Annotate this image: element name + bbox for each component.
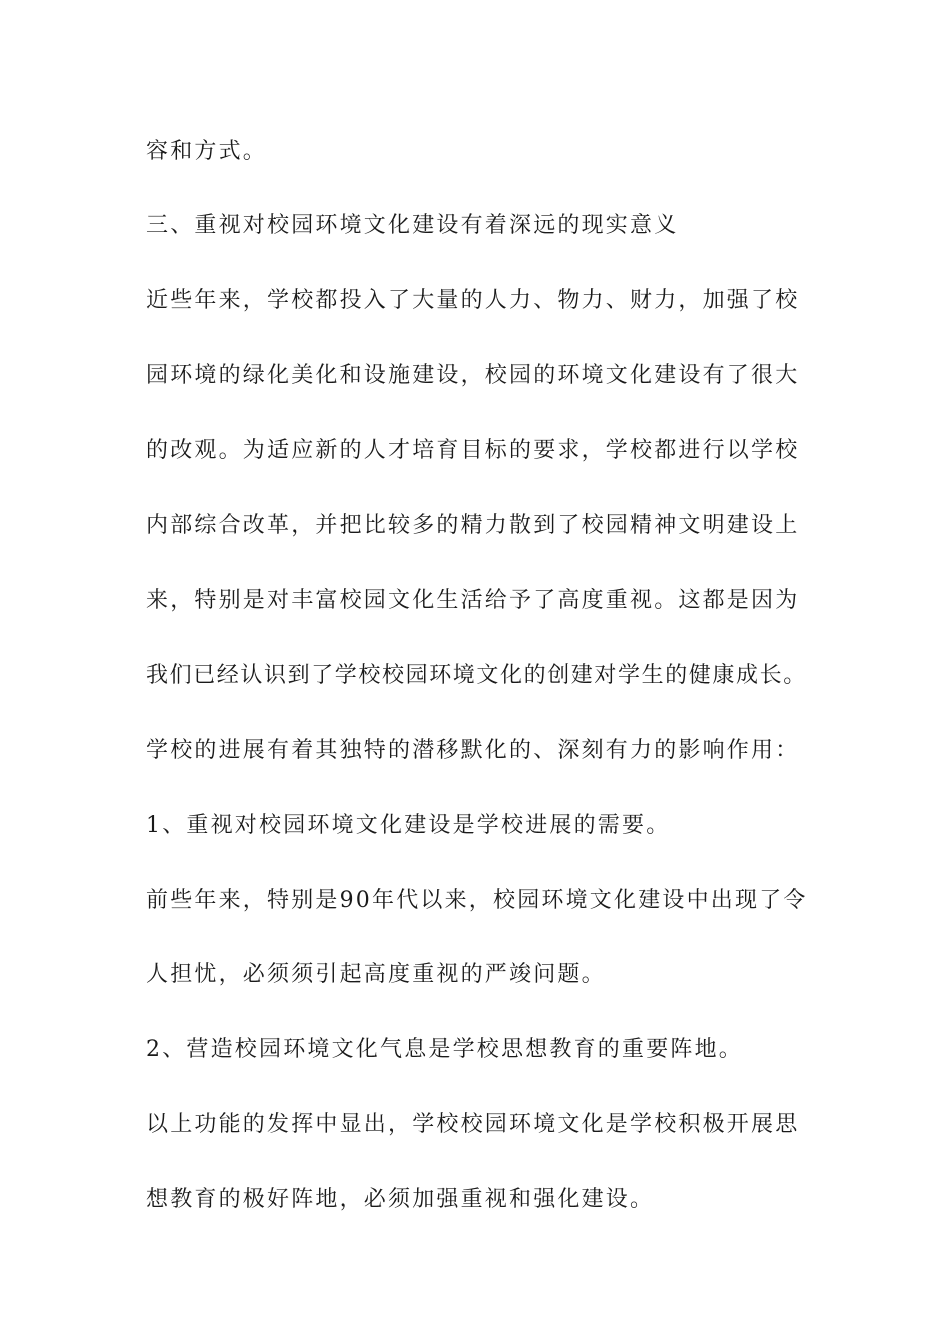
body-text-line: 园环境的绿化美化和设施建设，校园的环境文化建设有了很大 [146, 363, 800, 388]
body-text-line: 近些年来，学校都投入了大量的人力、物力、财力，加强了校 [146, 288, 800, 313]
section-heading-3: 三、重视对校园环境文化建设有着深远的现实意义 [146, 213, 679, 238]
body-text-line: 前些年来，特别是90年代以来，校园环境文化建设中出现了令 [146, 888, 808, 913]
body-text-line: 内部综合改革，并把比较多的精力散到了校园精神文明建设上 [146, 513, 800, 538]
body-text-line: 人担忧，必须须引起高度重视的严竣问题。 [146, 962, 606, 987]
body-text-line: 学校的进展有着其独特的潜移默化的、深刻有力的影响作用： [146, 738, 800, 763]
numbered-point-2: 2、营造校园环境文化气息是学校思想教育的重要阵地。 [146, 1037, 743, 1062]
body-text-line: 来，特别是对丰富校园文化生活给予了高度重视。这都是因为 [146, 588, 800, 613]
paragraph-continuation: 容和方式。 [146, 139, 268, 164]
numbered-point-1: 1、重视对校园环境文化建设是学校进展的需要。 [146, 813, 671, 838]
body-text-line: 我们已经认识到了学校校园环境文化的创建对学生的健康成长。 [146, 663, 807, 688]
body-text-line: 以上功能的发挥中显出，学校校园环境文化是学校积极开展思 [146, 1112, 800, 1137]
body-text-line: 的改观。为适应新的人才培育目标的要求，学校都进行以学校 [146, 438, 800, 463]
body-text-line: 想教育的极好阵地，必须加强重视和强化建设。 [146, 1187, 655, 1212]
